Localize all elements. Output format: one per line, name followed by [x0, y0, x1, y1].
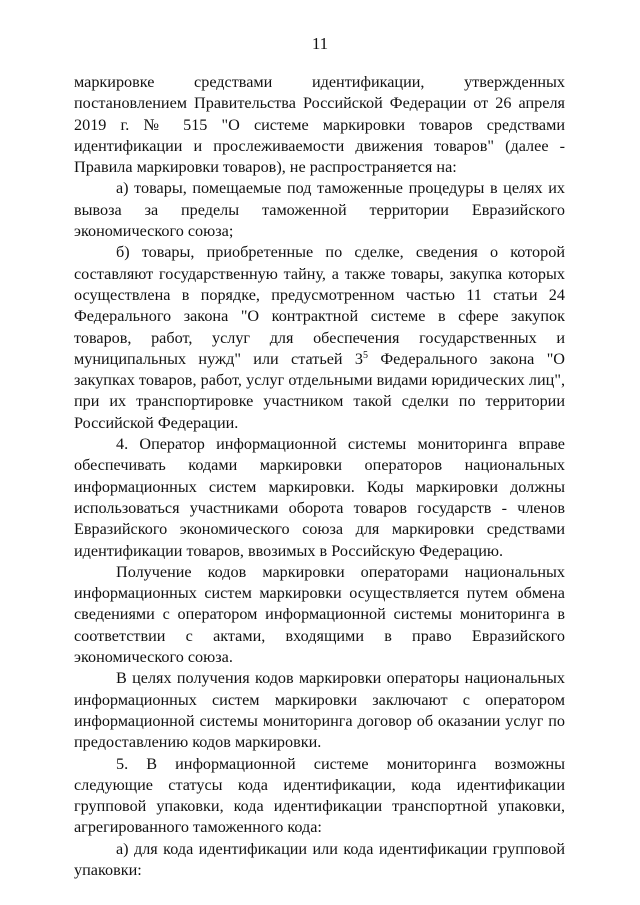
superscript: 5 — [363, 349, 368, 361]
paragraph: Получение кодов маркировки операторами национальных информационных систем маркировки осуществляется путем обмена сведениями с оператором информационной системы мониторинга в соответствии с актами, входящими в право Евразийского экономического союза. — [74, 562, 565, 667]
paragraph-text: б) товары, приобретенные по сделке, сведения о которой составляют государственную тайну, а также товары, закупка которых осуществлена в порядке, предусмотренном частью 11 статьи 24 Федерального закона "О контрактной системе в сфере закупок товаров, работ, услуг для обеспечения государственных и муниципальных нужд" или статьей 3 — [74, 243, 565, 368]
paragraph: а) для кода идентификации или кода идентификации групповой упаковки: — [74, 839, 565, 879]
paragraph: 5. В информационной системе мониторинга возможны следующие статусы кода идентификации, кода идентификации групповой упаковки, кода идентификации транспортной упаковки, агрегированного таможенного кода: — [74, 754, 565, 837]
paragraph — [74, 242, 565, 434]
document-body — [74, 72, 565, 881]
page-number: 11 — [311, 34, 329, 53]
paragraph: В целях получения кодов маркировки операторы национальных информационных систем маркировки заключают с оператором информационной системы мониторинга договор об оказании услуг по предоставлению кодов маркировки. — [74, 669, 565, 752]
paragraph-text: Федерального закона "О закупках товаров, работ, услуг отдельными видами юридических лиц", при их транспортировке участником такой сделки по территории Российской Федерации. — [74, 349, 565, 432]
paragraph: 4. Оператор информационной системы мониторинга вправе обеспечивать кодами маркировки операторов национальных информационных систем маркировки. Коды маркировки должны использоваться участниками оборота товаров государств - членов Евразийского экономического союза для маркировки средствами идентификации товаров, ввозимых в Российскую Федерацию. — [74, 435, 565, 560]
paragraph: а) товары, помещаемые под таможенные процедуры в целях их вывоза за пределы таможенной территории Евразийского экономического союза; — [74, 179, 565, 241]
paragraph: маркировке средствами идентификации, утвержденных постановлением Правительства Российской Федерации от 26 апреля 2019 г. № 515 "О системе маркировки товаров средствами идентификации и прослеживаемости движения товаров" (далее - Правила маркировки товаров), не распространяется на: — [74, 73, 565, 177]
